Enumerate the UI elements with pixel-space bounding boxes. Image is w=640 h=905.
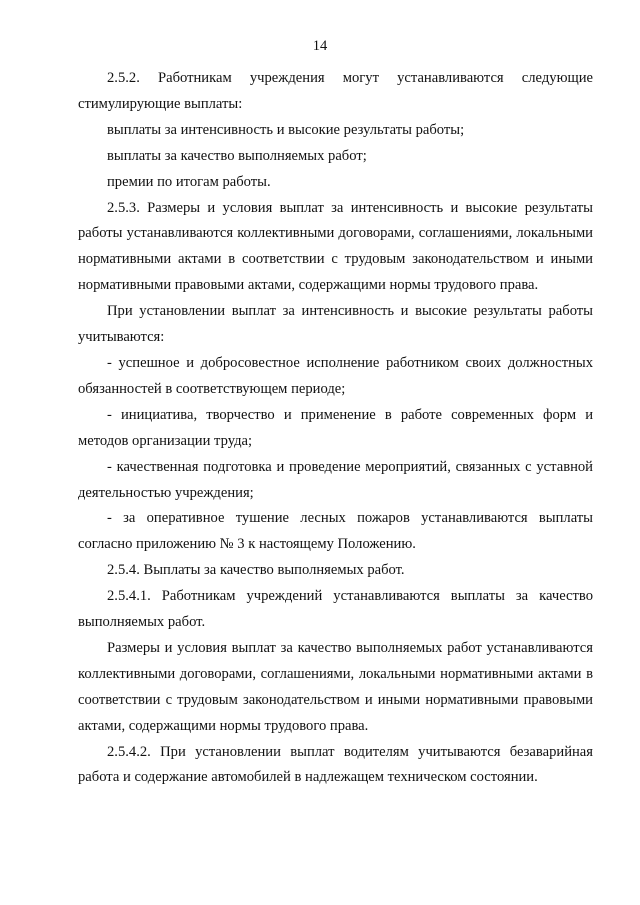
paragraph-criteria-intro: При установлении выплат за интенсивность и высокие результаты работы учитываются: — [78, 303, 593, 346]
list-item-quality-payments: выплаты за качество выполняемых работ; — [107, 147, 367, 164]
paragraph-2-5-4-1: 2.5.4.1. Работникам учреждений устанавливаются выплаты за качество выполняемых работ. — [78, 588, 593, 631]
criteria-item-initiative: - инициатива, творчество и применение в работе современных форм и методов организации труда; — [78, 406, 593, 449]
document-body — [78, 66, 593, 791]
paragraph-2-5-3: 2.5.3. Размеры и условия выплат за интенсивность и высокие результаты работы устанавливаются коллективными договорами, соглашениями, локальными нормативными актами в соответствии с трудовым законодательством и иными нормативными правовыми актами, содержащими нормы трудового права. — [78, 199, 593, 294]
page-number: 14 — [312, 38, 328, 54]
paragraph-2-5-4-2: 2.5.4.2. При установлении выплат водителям учитываются безаварийная работа и содержание автомобилей в надлежащем техническом состоянии. — [78, 743, 593, 786]
criteria-item-duties: - успешное и добросовестное исполнение работником своих должностных обязанностей в соответствующем периоде; — [78, 354, 593, 397]
paragraph-2-5-4: 2.5.4. Выплаты за качество выполняемых работ. — [107, 562, 405, 579]
criteria-item-events: - качественная подготовка и проведение мероприятий, связанных с уставной деятельностью учреждения; — [78, 458, 593, 501]
list-item-intensity-payments: выплаты за интенсивность и высокие результаты работы; — [107, 121, 465, 138]
paragraph-quality-conditions: Размеры и условия выплат за качество выполняемых работ устанавливаются коллективными договорами, соглашениями, локальными нормативными актами в соответствии с трудовым законодательством и иными нормативными правовыми актами, содержащими нормы трудового права. — [78, 639, 593, 734]
criteria-item-firefighting: - за оперативное тушение лесных пожаров устанавливаются выплаты согласно приложению № 3 к настоящему Положению. — [78, 510, 593, 553]
list-item-bonuses: премии по итогам работы. — [107, 173, 271, 190]
paragraph-2-5-2: 2.5.2. Работникам учреждения могут устанавливаются следующие стимулирующие выплаты: — [78, 70, 593, 112]
